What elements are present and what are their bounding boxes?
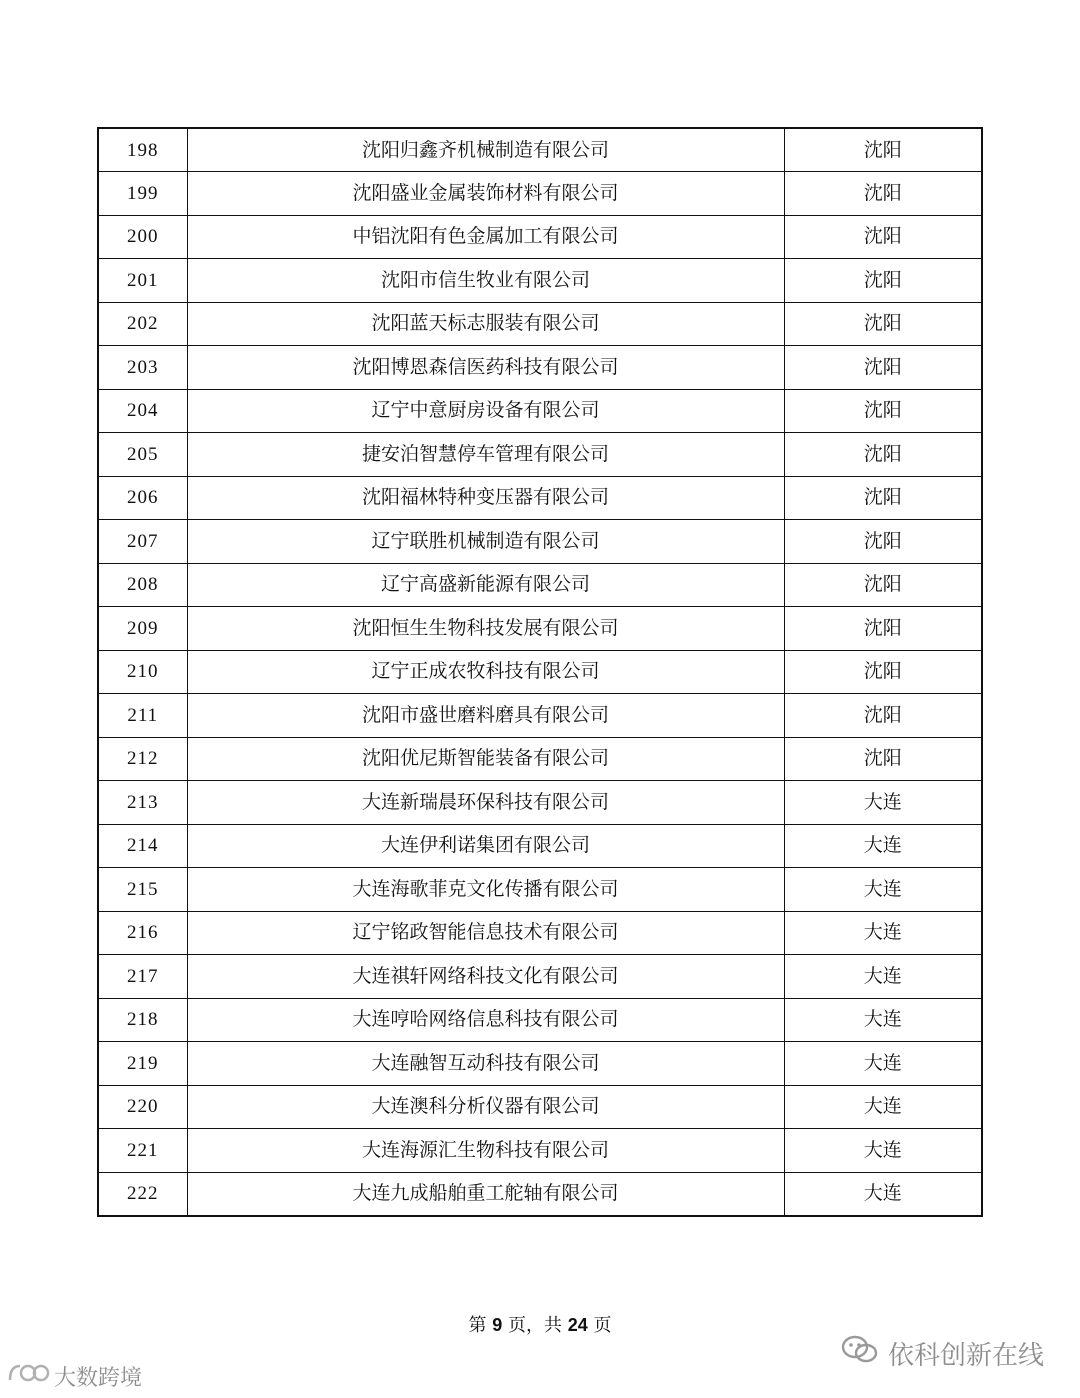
company-name: 沈阳蓝天标志服装有限公司 (187, 302, 784, 346)
footer-page-number: 9 (492, 1315, 503, 1335)
table-row (98, 1042, 982, 1086)
company-name: 沈阳博恩森信医药科技有限公司 (187, 346, 784, 390)
table-row (98, 128, 982, 172)
company-name: 大连澳科分析仪器有限公司 (187, 1085, 784, 1129)
footer-prefix: 第 (468, 1315, 487, 1336)
row-number: 198 (98, 128, 187, 172)
city-name: 大连 (784, 1129, 982, 1173)
row-number: 218 (98, 998, 187, 1042)
company-name: 大连海歌菲克文化传播有限公司 (187, 868, 784, 912)
city-name: 沈阳 (784, 737, 982, 781)
table-row (98, 520, 982, 564)
company-name: 大连融智互动科技有限公司 (187, 1042, 784, 1086)
row-number: 200 (98, 215, 187, 259)
city-name: 大连 (784, 1085, 982, 1129)
table-row (98, 694, 982, 738)
city-name: 沈阳 (784, 650, 982, 694)
company-name: 大连九成船舶重工舵轴有限公司 (187, 1172, 784, 1216)
row-number: 216 (98, 911, 187, 955)
city-name: 沈阳 (784, 389, 982, 433)
table-row (98, 302, 982, 346)
city-name: 沈阳 (784, 563, 982, 607)
table-row (98, 1129, 982, 1173)
table-row (98, 389, 982, 433)
company-name: 辽宁联胜机械制造有限公司 (187, 520, 784, 564)
company-name: 大连哼哈网络信息科技有限公司 (187, 998, 784, 1042)
row-number: 220 (98, 1085, 187, 1129)
city-name: 大连 (784, 911, 982, 955)
company-table-container (97, 127, 983, 1217)
row-number: 222 (98, 1172, 187, 1216)
table-row (98, 563, 982, 607)
company-name: 大连新瑞晨环保科技有限公司 (187, 781, 784, 825)
row-number: 210 (98, 650, 187, 694)
table-row (98, 998, 982, 1042)
city-name: 大连 (784, 1172, 982, 1216)
row-number: 209 (98, 607, 187, 651)
table-row (98, 781, 982, 825)
company-name: 沈阳恒生生物科技发展有限公司 (187, 607, 784, 651)
company-name: 沈阳盛业金属装饰材料有限公司 (187, 172, 784, 216)
company-name: 捷安泊智慧停车管理有限公司 (187, 433, 784, 477)
city-name: 沈阳 (784, 520, 982, 564)
city-name: 大连 (784, 824, 982, 868)
table-row (98, 911, 982, 955)
city-name: 大连 (784, 955, 982, 999)
company-name: 沈阳优尼斯智能装备有限公司 (187, 737, 784, 781)
watermark-left (6, 1360, 142, 1392)
table-row (98, 607, 982, 651)
city-name: 大连 (784, 1042, 982, 1086)
company-name: 辽宁高盛新能源有限公司 (187, 563, 784, 607)
table-row (98, 1085, 982, 1129)
row-number: 207 (98, 520, 187, 564)
row-number: 212 (98, 737, 187, 781)
table-row (98, 476, 982, 520)
city-name: 沈阳 (784, 607, 982, 651)
company-name: 大连海源汇生物科技有限公司 (187, 1129, 784, 1173)
row-number: 219 (98, 1042, 187, 1086)
company-name: 辽宁正成农牧科技有限公司 (187, 650, 784, 694)
row-number: 204 (98, 389, 187, 433)
city-name: 沈阳 (784, 694, 982, 738)
table-row (98, 824, 982, 868)
table-row (98, 346, 982, 390)
row-number: 215 (98, 868, 187, 912)
city-name: 大连 (784, 998, 982, 1042)
row-number: 202 (98, 302, 187, 346)
city-name: 大连 (784, 868, 982, 912)
company-name: 中铝沈阳有色金属加工有限公司 (187, 215, 784, 259)
logo-icon (6, 1360, 50, 1392)
city-name: 沈阳 (784, 128, 982, 172)
table-row (98, 737, 982, 781)
table-row (98, 172, 982, 216)
row-number: 201 (98, 259, 187, 303)
row-number: 199 (98, 172, 187, 216)
company-table-body (98, 128, 982, 1216)
table-row (98, 868, 982, 912)
footer-suffix: 页 (593, 1315, 612, 1336)
row-number: 211 (98, 694, 187, 738)
row-number: 217 (98, 955, 187, 999)
company-name: 沈阳市盛世磨料磨具有限公司 (187, 694, 784, 738)
city-name: 大连 (784, 781, 982, 825)
row-number: 221 (98, 1129, 187, 1173)
company-name: 沈阳市信生牧业有限公司 (187, 259, 784, 303)
table-row (98, 650, 982, 694)
city-name: 沈阳 (784, 476, 982, 520)
company-name: 大连祺轩网络科技文化有限公司 (187, 955, 784, 999)
table-row (98, 259, 982, 303)
city-name: 沈阳 (784, 302, 982, 346)
table-row (98, 433, 982, 477)
watermark-right (840, 1334, 1044, 1373)
footer-middle: 页，共 (507, 1315, 562, 1336)
row-number: 214 (98, 824, 187, 868)
company-name: 沈阳福林特种变压器有限公司 (187, 476, 784, 520)
table-row (98, 955, 982, 999)
city-name: 沈阳 (784, 172, 982, 216)
watermark-left-text: 大数跨境 (54, 1365, 143, 1391)
company-name: 大连伊利诺集团有限公司 (187, 824, 784, 868)
company-name: 辽宁中意厨房设备有限公司 (187, 389, 784, 433)
row-number: 203 (98, 346, 187, 390)
company-name: 沈阳归鑫齐机械制造有限公司 (187, 128, 784, 172)
city-name: 沈阳 (784, 259, 982, 303)
table-row (98, 1172, 982, 1216)
company-table (97, 127, 983, 1217)
row-number: 205 (98, 433, 187, 477)
row-number: 206 (98, 476, 187, 520)
wechat-icon (840, 1334, 880, 1373)
city-name: 沈阳 (784, 215, 982, 259)
table-row (98, 215, 982, 259)
row-number: 208 (98, 563, 187, 607)
city-name: 沈阳 (784, 433, 982, 477)
city-name: 沈阳 (784, 346, 982, 390)
watermark-right-text: 依科创新在线 (887, 1341, 1044, 1371)
company-name: 辽宁铭政智能信息技术有限公司 (187, 911, 784, 955)
footer-total-pages: 24 (567, 1315, 588, 1335)
row-number: 213 (98, 781, 187, 825)
